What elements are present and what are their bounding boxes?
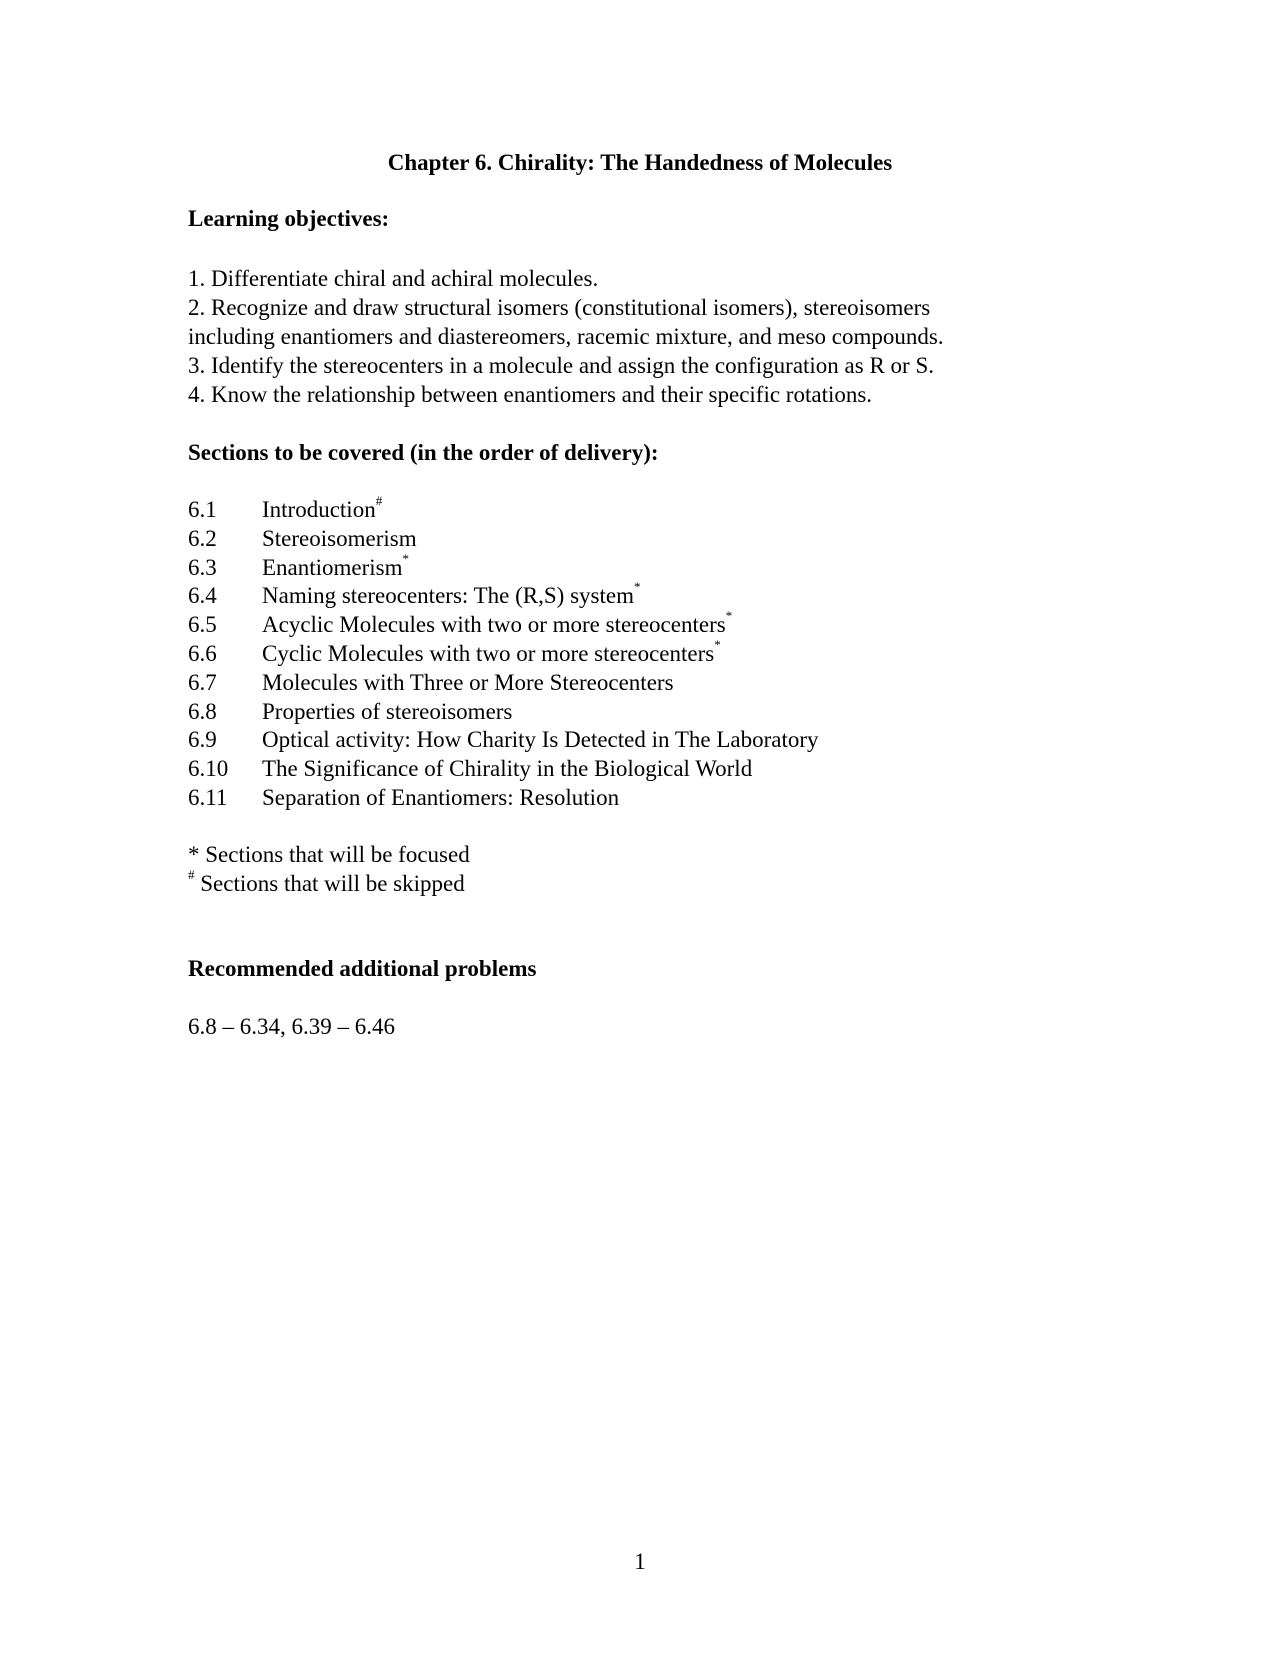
page-title: Chapter 6. Chirality: The Handedness of Molecules: [387, 150, 893, 175]
section-number: 6.6: [188, 640, 217, 666]
section-title: The Significance of Chirality in the Biological World: [262, 756, 753, 782]
legend-skipped: [188, 869, 470, 898]
objective-line: including enantiomers and diastereomers, racemic mixture, and meso compounds.: [188, 324, 944, 349]
skipped-mark: #: [188, 867, 195, 882]
section-mark: #: [375, 493, 383, 508]
objective-line: 1. Differentiate chiral and achiral molecules.: [188, 266, 599, 291]
legend-focused: [188, 840, 470, 869]
objective-line: 3. Identify the stereocenters in a molecule and assign the configuration as R or S.: [188, 353, 935, 378]
objective-line: 4. Know the relationship between enantiomers and their specific rotations.: [188, 382, 873, 407]
section-number: 6.8: [188, 698, 217, 724]
section-title: Acyclic Molecules with two or more stereocenters: [262, 612, 726, 638]
section-title: Optical activity: How Charity Is Detected in The Laboratory: [262, 727, 819, 753]
learning-objectives-heading: Learning objectives:: [188, 206, 390, 231]
section-item: [188, 669, 819, 698]
section-item: [188, 550, 819, 583]
sections-list: [188, 493, 819, 813]
section-item: [188, 525, 819, 554]
section-item: [188, 608, 819, 640]
section-number: 6.11: [188, 784, 228, 810]
section-item: [188, 493, 819, 525]
skipped-text: Sections that will be skipped: [194, 871, 465, 896]
section-title: Molecules with Three or More Stereocenters: [262, 669, 674, 695]
section-title: Cyclic Molecules with two or more stereocenters: [262, 640, 715, 666]
section-title: Separation of Enantiomers: Resolution: [262, 784, 620, 810]
section-number: 6.2: [188, 525, 217, 551]
section-mark: *: [402, 550, 410, 566]
sections-heading: Sections to be covered (in the order of delivery):: [188, 440, 659, 465]
section-item: [188, 579, 819, 611]
section-title: Naming stereocenters: The (R,S) system: [262, 583, 634, 609]
problems-heading: Recommended additional problems: [188, 956, 537, 981]
section-mark: *: [725, 608, 733, 624]
section-title: Enantiomerism: [262, 554, 403, 580]
focused-text: Sections that will be focused: [199, 842, 470, 867]
section-number: 6.4: [188, 583, 217, 609]
section-title: Properties of stereoisomers: [262, 698, 513, 724]
section-item: [188, 784, 819, 813]
page-number: 1: [634, 1549, 646, 1574]
section-number: 6.10: [188, 756, 229, 782]
legend: [188, 840, 470, 898]
learning-objectives-list: [188, 264, 1088, 409]
section-item: [188, 726, 819, 755]
section-item: [188, 698, 819, 727]
problems-list: 6.8 – 6.34, 6.39 – 6.46: [188, 1014, 395, 1039]
objective-line: 2. Recognize and draw structural isomers (constitutional isomers), stereoisomers: [188, 295, 931, 320]
section-title: Stereoisomerism: [262, 525, 417, 551]
section-number: 6.9: [188, 727, 217, 753]
section-title: Introduction: [262, 497, 376, 522]
focused-mark: *: [188, 842, 200, 867]
section-item: [188, 755, 819, 784]
section-number: 6.7: [188, 669, 217, 695]
section-number: 6.1: [188, 497, 217, 522]
section-item: [188, 636, 819, 669]
section-number: 6.5: [188, 612, 217, 638]
section-mark: *: [633, 579, 641, 595]
section-number: 6.3: [188, 554, 217, 580]
section-mark: *: [714, 636, 721, 652]
